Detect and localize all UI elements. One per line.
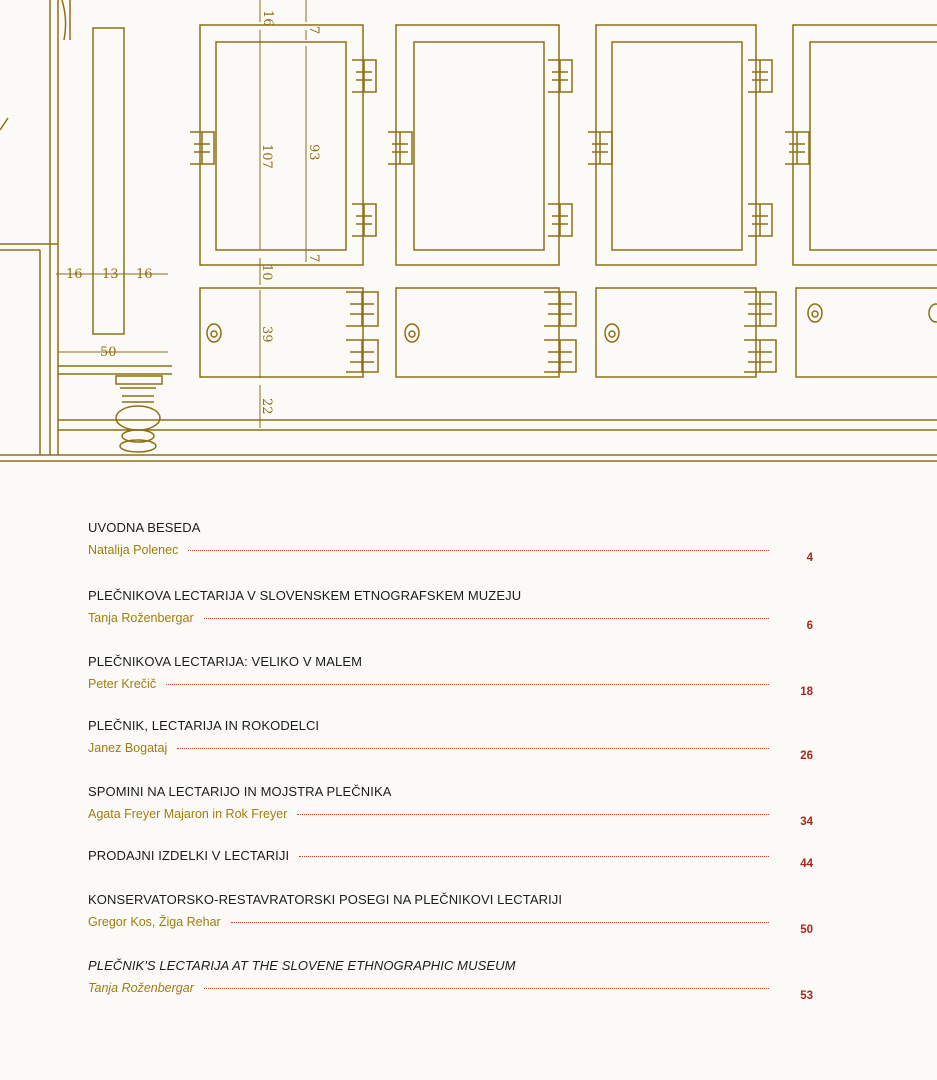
leader-dots: [204, 988, 769, 989]
toc-title: PLEČNIKOVA LECTARIJA V SLOVENSKEM ETNOGRAFSKEM MUZEJU: [88, 588, 522, 603]
drawer-frames: [200, 288, 937, 377]
leader-dots: [204, 618, 769, 619]
dim-inner-bottom: 7: [306, 254, 321, 263]
toc-page-number: 6: [806, 620, 813, 632]
toc-entry[interactable]: [88, 892, 813, 936]
toc-author: Tanja Roženbergar: [88, 611, 194, 625]
leader-dots: [177, 748, 769, 749]
toc-line: [88, 610, 813, 632]
toc-entry[interactable]: [88, 718, 813, 762]
dim-drawer: 39: [259, 326, 274, 343]
dim-panel-inner: 93: [306, 144, 321, 161]
toc-line: [88, 980, 813, 1002]
dim-top-gap: 16: [260, 10, 275, 27]
toc-line: [88, 806, 813, 828]
shelf-line: [58, 366, 172, 374]
dim-panel-gap: 10: [259, 264, 274, 281]
dim-base: 22: [259, 398, 274, 415]
left-curl: [62, 0, 66, 40]
leader-dots: [297, 814, 769, 815]
toc-author: Gregor Kos, Žiga Rehar: [88, 915, 221, 929]
toc-page-number: 53: [800, 990, 813, 1002]
cabinet-technical-drawing: [0, 0, 937, 462]
toc-title: PLEČNIKOVA LECTARIJA: VELIKO V MALEM: [88, 654, 363, 669]
toc-title: SPOMINI NA LECTARIJO IN MOJSTRA PLEČNIKA: [88, 784, 392, 799]
leader-dots: [188, 550, 769, 551]
toc-line: [88, 914, 813, 936]
toc-entry[interactable]: [88, 848, 813, 870]
left-post: [50, 0, 58, 455]
hinges: [190, 60, 809, 372]
toc-line: [88, 848, 813, 870]
toc-title: PRODAJNI IZDELKI V LECTARIJI: [88, 848, 290, 863]
toc-author: Peter Krečič: [88, 677, 157, 691]
toc-entry[interactable]: [88, 958, 813, 1002]
toc-title: UVODNA BESEDA: [88, 520, 201, 535]
toc-entry[interactable]: [88, 784, 813, 828]
leader-dots: [231, 922, 769, 923]
toc-page-number: 44: [800, 858, 813, 870]
toc-entry[interactable]: [88, 654, 813, 698]
floor-line: [0, 455, 937, 461]
dim-stile-left: 16: [66, 267, 83, 282]
toc-title: PLEČNIK, LECTARIJA IN ROKODELCI: [88, 718, 320, 733]
toc-line: [88, 542, 813, 564]
toc-entry[interactable]: [88, 588, 813, 632]
leader-dots: [299, 856, 769, 857]
dim-stile-right: 16: [136, 267, 153, 282]
leader-dots: [166, 684, 769, 685]
toc-line: [88, 740, 813, 762]
toc-author: Natalija Polenec: [88, 543, 179, 557]
toc-page-number: 50: [800, 924, 813, 936]
dim-inner-top: 7: [306, 26, 321, 35]
side-slat: [93, 28, 124, 334]
base-rail: [58, 420, 937, 430]
toc-title: PLEČNIK'S LECTARIJA AT THE SLOVENE ETHNOGRAPHIC MUSEUM: [88, 958, 516, 973]
dim-stile-mid: 13: [102, 267, 119, 282]
dim-panel-outer: 107: [259, 144, 274, 169]
dim-width: 50: [100, 345, 117, 360]
toc-page-number: 4: [806, 552, 813, 564]
toc-title: KONSERVATORSKO-RESTAVRATORSKI POSEGI NA PLEČNIKOVI LECTARIJI: [88, 892, 563, 907]
toc-author: Tanja Roženbergar: [88, 981, 194, 995]
dimension-labels: [66, 10, 321, 415]
toc-line: [88, 676, 813, 698]
turned-leg: [116, 376, 162, 452]
toc-author: Agata Freyer Majaron in Rok Freyer: [88, 807, 288, 821]
toc-page-number: 34: [800, 816, 813, 828]
toc-page-number: 26: [800, 750, 813, 762]
toc-page-number: 18: [800, 686, 813, 698]
toc-author: Janez Bogataj: [88, 741, 168, 755]
toc-entry[interactable]: [88, 520, 813, 564]
drawer-knobs: [207, 304, 937, 342]
